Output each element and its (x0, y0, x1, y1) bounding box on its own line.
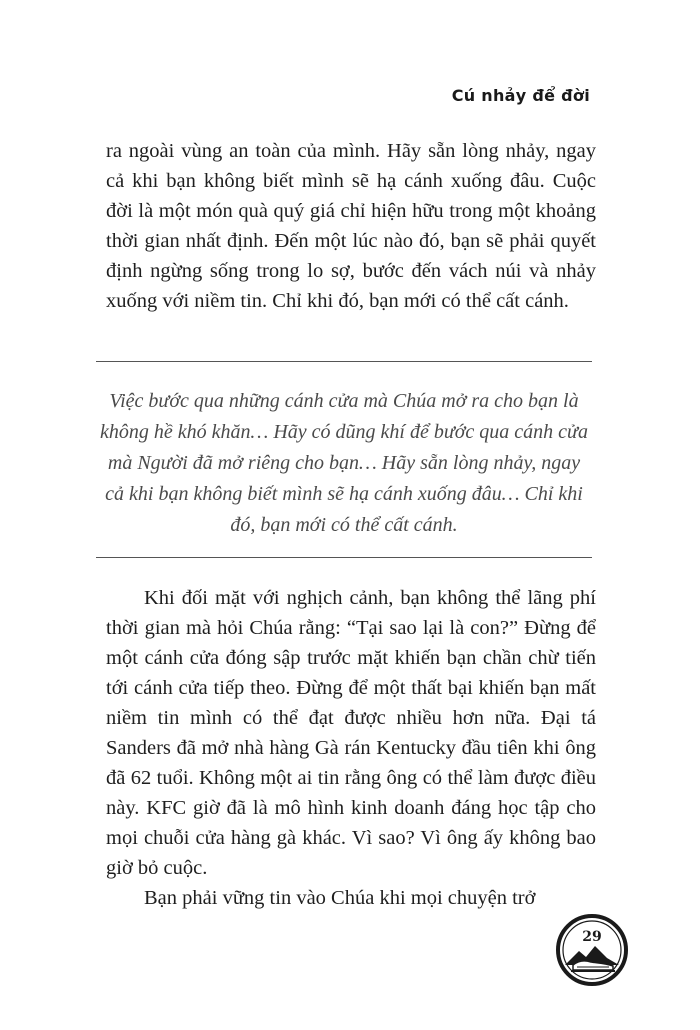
mountain-shoe-icon (555, 913, 629, 987)
quote-divider-bottom (96, 557, 592, 558)
paragraph-top (106, 136, 596, 316)
body-paragraph: Khi đối mặt với nghịch cảnh, bạn không thể lãng phí thời gian mà hỏi Chúa rằng: “Tại sao lại là con?” Đừng để một cánh cửa đóng sập trước mặt khiến bạn chần chừ tiến tới cánh cửa tiếp theo. Đừng để một thất bại khiến bạn mất niềm tin mình có thể đạt được nhiều hơn nữa. Đại tá Sanders đã mở nhà hàng Gà rán Kentucky đầu tiên khi ông đã 62 tuổi. Không một ai tin rằng ông có thể làm được điều này. KFC giờ đã là mô hình kinh doanh đáng học tập cho mọi chuỗi cửa hàng gà khác. Vì sao? Vì ông ấy không bao giờ bỏ cuộc. (106, 587, 596, 879)
quote-divider-top (96, 361, 592, 362)
page-number: 29 (582, 929, 602, 945)
pull-quote: Việc bước qua những cánh cửa mà Chúa mở ra cho bạn là không hề khó khăn… Hãy có dũng khí để bước qua cánh cửa mà Người đã mở riêng cho bạn… Hãy sẵn lòng nhảy, ngay cả khi bạn không biết mình sẽ hạ cánh xuống đâu… Chỉ khi đó, bạn mới có thể cất cánh. (100, 390, 588, 536)
paragraph-top-text: ra ngoài vùng an toàn của mình. Hãy sẵn lòng nhảy, ngay cả khi bạn không biết mình sẽ hạ cánh xuống đâu. Cuộc đời là một món quà quý giá chỉ hiện hữu trong một khoảng thời gian nhất định. Đến một lúc nào đó, bạn sẽ phải quyết định ngừng sống trong lo sợ, bước đến vách núi và nhảy xuống với niềm tin. Chỉ khi đó, bạn mới có thể cất cánh. (106, 140, 596, 312)
body-paragraph: Bạn phải vững tin vào Chúa khi mọi chuyện trở (144, 887, 536, 909)
running-header-title: Cú nhảy để đời (451, 86, 590, 105)
page-number-badge (555, 913, 629, 987)
body-text (106, 583, 596, 913)
